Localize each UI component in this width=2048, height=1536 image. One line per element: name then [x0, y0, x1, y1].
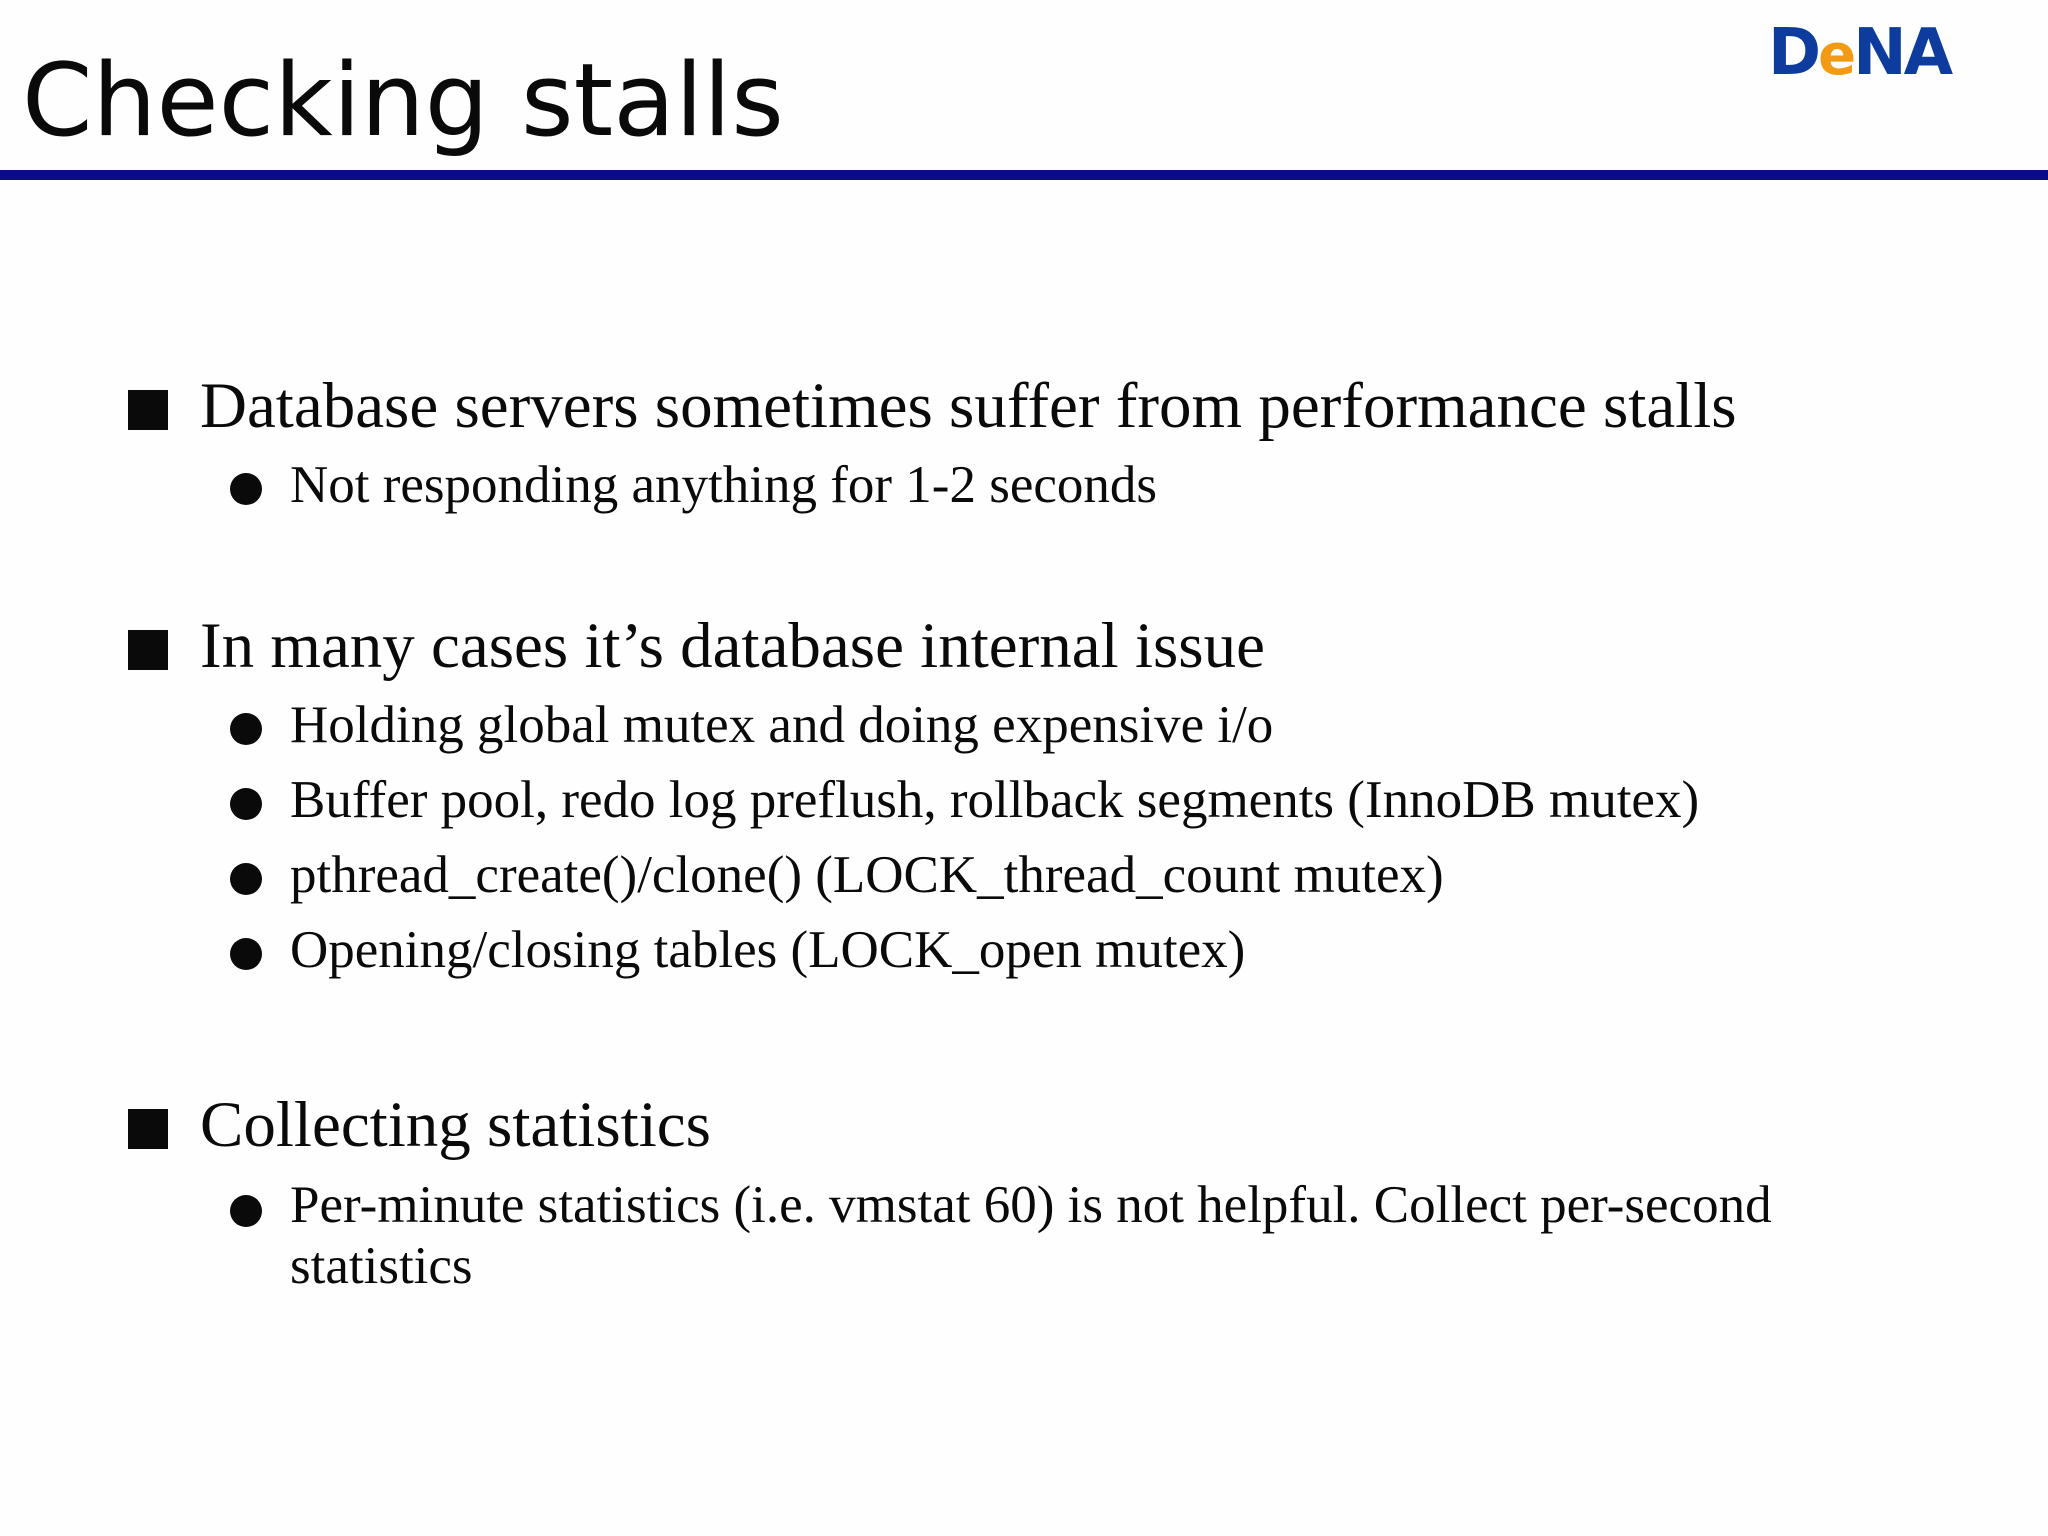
round-bullet-icon [230, 1195, 262, 1227]
round-bullet-icon [230, 473, 262, 505]
bullet-level-2 [290, 918, 1245, 982]
round-bullet-icon [230, 938, 262, 970]
logo-letter-e: e [1818, 23, 1854, 88]
title-divider [0, 170, 2048, 180]
bullet-level-1 [200, 366, 1737, 446]
bullet-text: Database servers sometimes suffer from performance stalls [200, 370, 1737, 442]
bullet-level-2 [290, 768, 1699, 832]
square-bullet-icon [128, 630, 168, 670]
bullet-text: Not responding anything for 1-2 seconds [290, 456, 1157, 514]
bullet-text: Collecting statistics [200, 1089, 711, 1161]
slide-title: Checking stalls [22, 41, 784, 159]
bullet-level-2 [290, 843, 1444, 907]
bullet-text: Opening/closing tables (LOCK_open mutex) [290, 921, 1246, 979]
round-bullet-icon [230, 863, 262, 895]
bullet-level-2 [290, 693, 1273, 757]
logo-letters-na: NA [1853, 16, 1951, 90]
square-bullet-icon [128, 1109, 168, 1149]
bullet-level-1 [200, 1085, 711, 1165]
dena-logo [1768, 14, 2018, 92]
bullet-text: Per-minute statistics (i.e. vmstat 60) is not helpful. Collect per-second statistics [290, 1176, 1772, 1295]
bullet-level-2 [290, 453, 1157, 517]
bullet-level-2 [290, 1175, 1910, 1297]
bullet-text: In many cases it’s database internal issue [200, 610, 1265, 682]
round-bullet-icon [230, 788, 262, 820]
bullet-text: Buffer pool, redo log preflush, rollback segments (InnoDB mutex) [290, 771, 1700, 829]
bullet-text: Holding global mutex and doing expensive i/o [290, 696, 1274, 754]
round-bullet-icon [230, 713, 262, 745]
bullet-level-1 [200, 606, 1265, 686]
logo-letter-d: D [1768, 16, 1819, 90]
bullet-text: pthread_create()/clone() (LOCK_thread_count mutex) [290, 846, 1444, 904]
square-bullet-icon [128, 390, 168, 430]
